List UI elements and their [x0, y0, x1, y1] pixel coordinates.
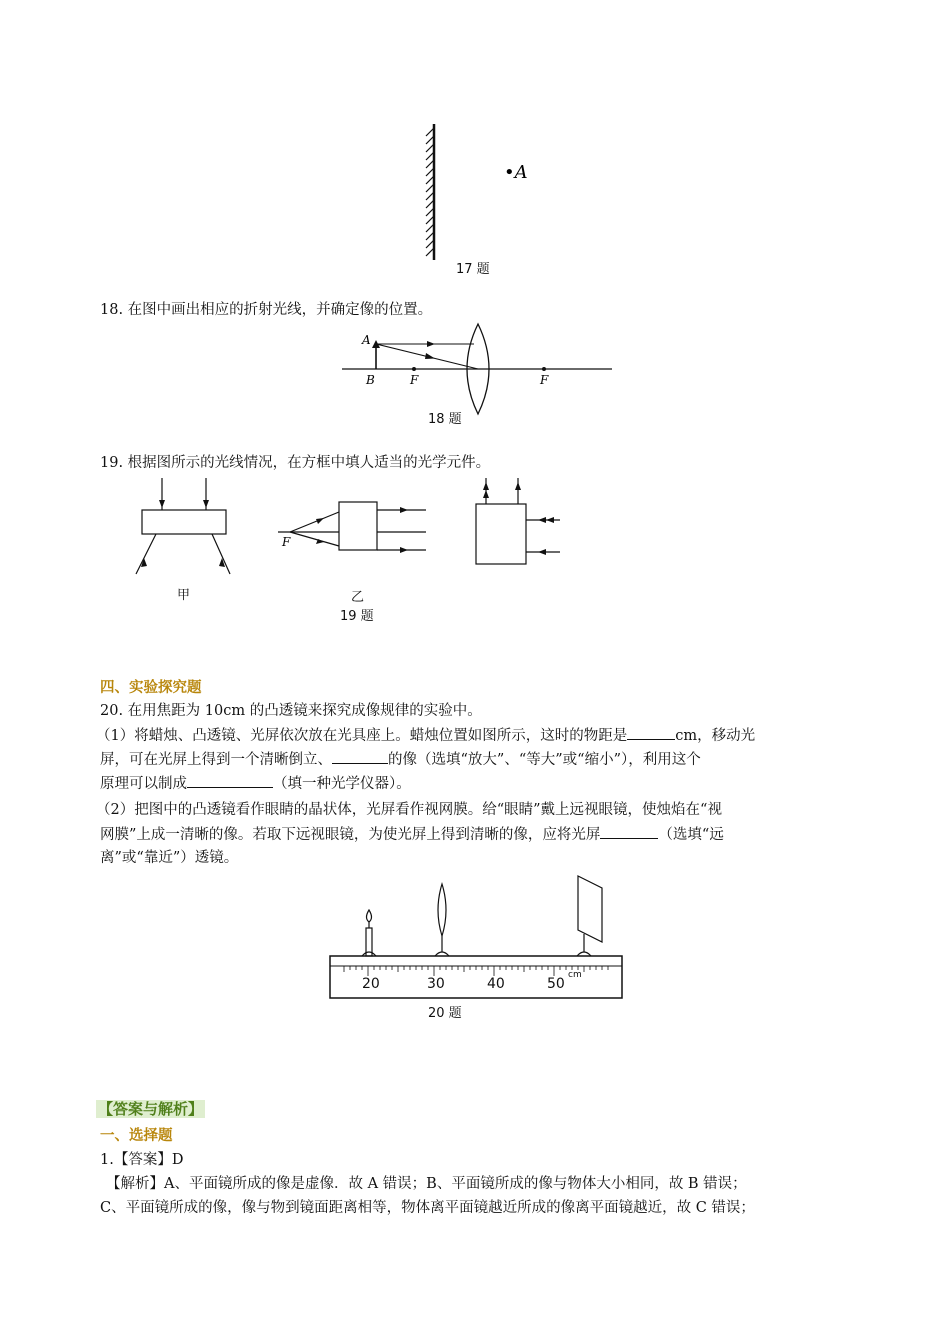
tick-30: 30: [427, 976, 445, 992]
answer-blank-image-size[interactable]: [332, 747, 388, 764]
candle: [362, 910, 376, 956]
diagram-jia: [136, 478, 230, 574]
figure-19: [128, 474, 588, 626]
answer-1-label: 1.【答案】D: [100, 1152, 184, 1168]
answer-blank-instrument[interactable]: [187, 771, 273, 788]
question-20-part1-line1: （1）将蜡烛、凸透镜、光屏依次放在光具座上。蜡烛位置如图所示，这时的物距是 cm，移动光: [96, 723, 755, 748]
question-20-part2-line2: 网膜”上成一清晰的像。若取下远视眼镜，为使光屏上得到清晰的像，应将光屏 （选填“远: [100, 822, 724, 847]
figure-18-drawing: [340, 322, 620, 432]
question-20-part1-line2: 屏，可在光屏上得到一个清晰倒立、 的像（选填“放大”、“等大”或“缩小”），利用这个: [100, 747, 701, 772]
question-20-part1-line3: 原理可以制成 （填一种光学仪器）。: [100, 771, 411, 796]
answer-section-1-title: 一、选择题: [100, 1128, 173, 1144]
answer-section-tag: 【答案与解析】: [98, 1100, 204, 1118]
tick-20: 20: [362, 976, 380, 992]
label-jia: 甲: [177, 588, 191, 603]
answer-blank-screen-direction[interactable]: [600, 822, 658, 839]
point-a-label: •A: [504, 162, 528, 183]
light-screen: [577, 876, 602, 956]
figure-17-drawing: [418, 120, 538, 280]
figure-19-caption: 19 题: [340, 609, 374, 624]
question-18-text: 18. 在图中画出相应的折射光线，并确定像的位置。: [100, 302, 433, 318]
answer-1-analysis-line1: 【解析】A、平面镜所成的像是虚像．故 A 错误；B、平面镜所成的像与物体大小相同，故 B 错误；: [106, 1176, 747, 1192]
tick-40: 40: [487, 976, 505, 992]
question-20-part2-line1: （2）把图中的凸透镜看作眼睛的晶状体，光屏看作视网膜。给“眼睛”戴上远视眼镜，使烛焰在“视: [96, 802, 722, 818]
figure-20: [326, 872, 632, 1022]
figure-17: [418, 120, 538, 280]
figure-18: [340, 322, 620, 432]
label-b: B: [366, 373, 375, 387]
figure-17-caption: 17 题: [456, 262, 490, 277]
section-4-title: 四、实验探究题: [100, 680, 202, 696]
focus-right: [542, 367, 546, 371]
label-f-left: F: [410, 373, 419, 387]
unit-cm: cm: [568, 970, 582, 980]
question-19-text: 19. 根据图所示的光线情况，在方框中填人适当的光学元件。: [100, 455, 491, 471]
label-f-right: F: [540, 373, 549, 387]
label-f: F: [282, 535, 291, 549]
label-yi: 乙: [351, 590, 365, 605]
question-20-intro: 20. 在用焦距为 10cm 的凸透镜来探究成像规律的实验中。: [100, 703, 482, 719]
tick-50: 50: [547, 976, 565, 992]
diagram-third: [476, 478, 560, 564]
question-20-part2-line3: 离”或“靠近”）透镜。: [100, 850, 239, 866]
answer-1-analysis-line2: C、平面镜所成的像，像与物到镜面距离相等，物体离平面镜越近所成的像离平面镜越近，故 C 错误；: [100, 1200, 755, 1216]
focus-left: [412, 367, 416, 371]
figure-18-caption: 18 题: [428, 412, 462, 427]
label-a: A: [362, 333, 371, 347]
answer-blank-object-distance[interactable]: [627, 723, 675, 740]
figure-20-caption: 20 题: [428, 1006, 462, 1021]
lens: [435, 884, 449, 956]
